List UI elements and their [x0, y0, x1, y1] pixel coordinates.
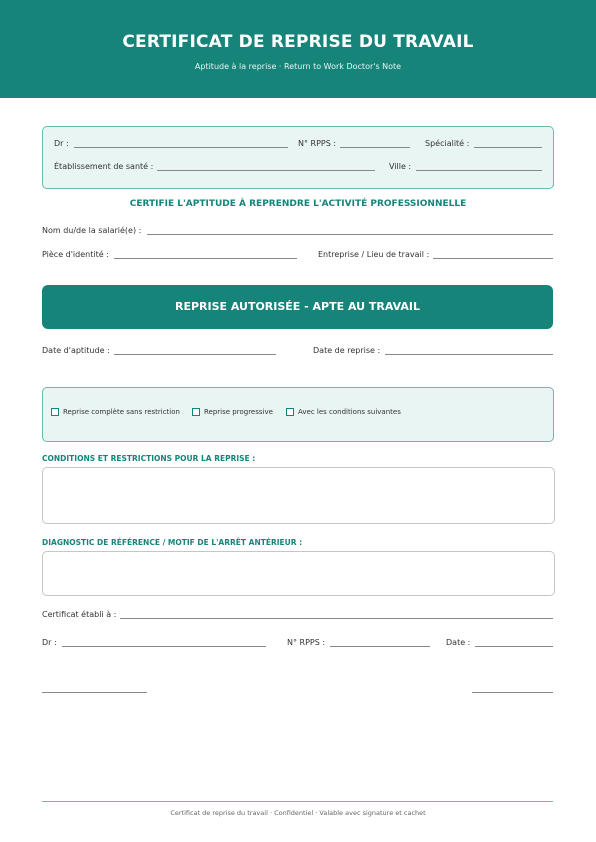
nom-label: Nom du/de la salarié(e) : [42, 226, 142, 235]
checkbox-icon[interactable] [286, 408, 294, 416]
specialite-field[interactable] [474, 147, 542, 148]
cert-date-label: Date : [446, 638, 471, 647]
reprise-banner: REPRISE AUTORISÉE - APTE AU TRAVAIL [42, 285, 553, 329]
page-title: CERTIFICAT DE REPRISE DU TRAVAIL [122, 32, 474, 52]
option-label: Reprise progressive [204, 408, 273, 416]
signature-line-left[interactable] [42, 692, 147, 693]
entreprise-label: Entreprise / Lieu de travail : [318, 250, 430, 259]
certifie-heading: CERTIFIE L'APTITUDE À REPRENDRE L'ACTIVITÉ PROFESSIONNELLE [129, 199, 467, 209]
footer-divider [42, 801, 553, 802]
option-label: Avec les conditions suivantes [298, 408, 401, 416]
nom-field[interactable] [147, 234, 553, 235]
piece-label: Pièce d'identité : [42, 250, 109, 259]
etablissement-label: Établissement de santé : [54, 162, 154, 171]
piece-field[interactable] [114, 258, 297, 259]
rpps-label: N° RPPS : [298, 139, 337, 148]
option-progressive[interactable] [192, 408, 273, 416]
page-subtitle: Aptitude à la reprise · Return to Work Doctor's Note [194, 62, 402, 71]
etabli-label: Certificat établi à : [42, 610, 117, 619]
conditions-heading: CONDITIONS ET RESTRICTIONS POUR LA REPRISE : [42, 454, 256, 463]
checkbox-icon[interactable] [51, 408, 59, 416]
doctor-info-box [42, 126, 554, 189]
entreprise-field[interactable] [433, 258, 553, 259]
dr-field[interactable] [74, 147, 288, 148]
option-complete[interactable] [51, 408, 180, 416]
conditions-textarea[interactable] [42, 467, 555, 524]
date-reprise-field[interactable] [385, 354, 553, 355]
cert-dr-label: Dr : [42, 638, 57, 647]
cert-rpps-field[interactable] [330, 646, 430, 647]
dr-label: Dr : [54, 139, 69, 148]
cert-dr-field[interactable] [62, 646, 266, 647]
diagnostic-textarea[interactable] [42, 551, 555, 596]
header-band [0, 0, 596, 98]
option-label: Reprise complète sans restriction [63, 408, 180, 416]
cert-date-field[interactable] [475, 646, 553, 647]
option-conditions[interactable] [286, 408, 401, 416]
ville-field[interactable] [416, 170, 542, 171]
etablissement-field[interactable] [157, 170, 375, 171]
rpps-field[interactable] [340, 147, 410, 148]
footer-text: Certificat de reprise du travail · Confidentiel · Valable avec signature et cachet [170, 809, 426, 817]
date-reprise-label: Date de reprise : [313, 346, 381, 355]
specialite-label: Spécialité : [425, 139, 470, 148]
etabli-field[interactable] [120, 618, 553, 619]
diagnostic-heading: DIAGNOSTIC DE RÉFÉRENCE / MOTIF DE L'ARRÊT ANTÉRIEUR : [42, 538, 303, 547]
cert-rpps-label: N° RPPS : [287, 638, 326, 647]
checkbox-icon[interactable] [192, 408, 200, 416]
ville-label: Ville : [389, 162, 412, 171]
date-aptitude-field[interactable] [114, 354, 276, 355]
signature-line-right[interactable] [472, 692, 553, 693]
date-aptitude-label: Date d'aptitude : [42, 346, 110, 355]
